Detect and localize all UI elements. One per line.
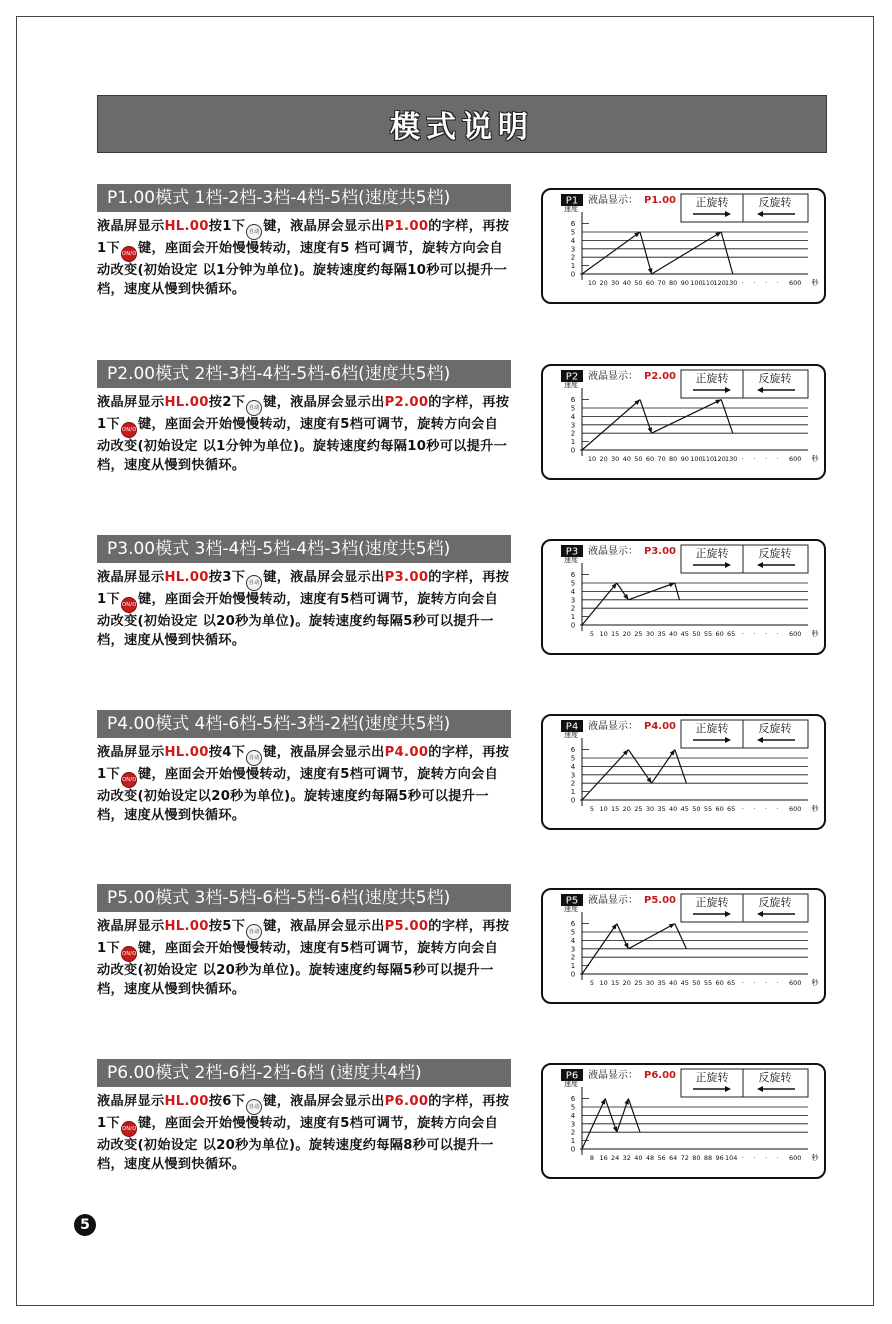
x-tick-label: 96 — [715, 1154, 724, 1162]
x-tick-label: 88 — [703, 1154, 713, 1162]
x-tick-label: 15 — [611, 630, 620, 638]
y-tick-label: 0 — [570, 270, 576, 279]
desc-text: 按1下 — [208, 219, 246, 234]
reverse-label: 反旋转 — [758, 547, 792, 560]
mode-tag-label: P5 — [565, 895, 579, 907]
desc-text: 的字样，再按1下 — [97, 1094, 510, 1131]
desc-text: 按5下 — [208, 919, 246, 934]
x-tick-label: 55 — [703, 630, 713, 638]
speed-arrowhead — [669, 583, 675, 587]
page-number: 5 — [74, 1214, 96, 1236]
y-tick-label: 6 — [570, 571, 576, 580]
y-tick-label: 4 — [570, 1111, 576, 1120]
x-tick-label: 10 — [599, 630, 608, 638]
desc-text: 键，液晶屏会显示出 — [263, 919, 385, 934]
mode-section-p3 — [0, 535, 892, 695]
x-tick-label: 65 — [727, 979, 736, 987]
x-tick-label: 5 — [589, 805, 595, 813]
mode-section-p4 — [0, 710, 892, 870]
x-tick-label: 80 — [669, 279, 678, 287]
x-tick-label: 25 — [634, 979, 643, 987]
x-tick-label: 50 — [634, 455, 643, 463]
x-tick-label: 60 — [715, 979, 724, 987]
desc-text: 按4下 — [208, 745, 246, 760]
x-tick-label: 64 — [669, 1154, 678, 1162]
desc-text: 液晶屏显示 — [97, 1094, 165, 1109]
auto-key-icon: 自动 — [246, 400, 262, 416]
x-tick-label: · — [741, 805, 744, 813]
x-tick-label: 100 — [690, 279, 703, 287]
desc-text: 按3下 — [208, 570, 246, 585]
desc-text: 键，座面会开始慢慢转动，速度有5档可调节，旋转方向会自动改变(初始设定以20秒为单位)。旋转速度约每隔5秒可以提升一档，速度从慢到快循环。 — [97, 767, 499, 823]
speed-line-segment — [582, 232, 640, 274]
x-tick-label: 5 — [589, 630, 595, 638]
speed-chart — [541, 364, 826, 480]
hl-code: HL.00 — [164, 919, 209, 934]
auto-key-icon: 自动 — [246, 1099, 262, 1115]
x-tick-label: 80 — [692, 1154, 701, 1162]
mode-section-p5 — [0, 884, 892, 1044]
x-tick-label: · — [753, 455, 756, 463]
x-unit-label: 秒 — [811, 455, 819, 463]
x-tick-label: 60 — [645, 279, 655, 287]
y-axis-label: 速度 — [564, 381, 578, 389]
speed-arrowhead — [613, 1126, 617, 1132]
x-tick-label: 56 — [657, 1154, 666, 1162]
lcd-code: P3.00 — [644, 546, 677, 557]
reverse-label: 反旋转 — [758, 722, 792, 735]
speed-line-segment — [675, 924, 687, 949]
forward-label: 正旋转 — [695, 722, 729, 735]
x-tick-label: 80 — [669, 455, 678, 463]
x-tick-label: · — [753, 1154, 756, 1162]
mode-header: P5.00模式 3档-5档-6档-5档-6档(速度共5档) — [97, 884, 511, 912]
reverse-label: 反旋转 — [758, 896, 792, 909]
x-tick-label: 130 — [724, 455, 738, 463]
y-tick-label: 3 — [570, 771, 576, 780]
x-tick-label: 72 — [680, 1154, 689, 1162]
forward-label: 正旋转 — [695, 896, 729, 909]
speed-chart — [541, 188, 826, 304]
reverse-label: 反旋转 — [758, 196, 792, 209]
x-tick-label: · — [741, 630, 744, 638]
x-tick-label: · — [764, 630, 768, 638]
x-tick-label: 10 — [587, 455, 597, 463]
x-tick-label: 50 — [692, 630, 701, 638]
y-tick-label: 5 — [570, 579, 576, 588]
mode-code: P1.00 — [384, 219, 429, 234]
x-tick-label: 10 — [599, 979, 608, 987]
x-tick-label: 50 — [692, 979, 701, 987]
y-tick-label: 6 — [570, 396, 576, 405]
x-tick-label: 10 — [599, 805, 608, 813]
lcd-code: P4.00 — [644, 721, 677, 732]
x-tick-label: · — [741, 979, 744, 987]
y-tick-label: 6 — [570, 920, 576, 929]
y-tick-label: 2 — [570, 604, 576, 613]
x-tick-label: 600 — [788, 455, 802, 463]
onoff-key-icon: ON/OFF — [121, 597, 137, 613]
mode-header: P6.00模式 2档-6档-2档-6档 (速度共4档) — [97, 1059, 511, 1087]
y-tick-label: 5 — [570, 928, 576, 937]
y-axis-label: 速度 — [564, 731, 578, 739]
y-tick-label: 5 — [570, 1103, 576, 1112]
lcd-code: P2.00 — [644, 371, 677, 382]
y-tick-label: 3 — [570, 421, 576, 430]
mode-header: P2.00模式 2档-3档-4档-5档-6档(速度共5档) — [97, 360, 511, 388]
x-tick-label: 32 — [622, 1154, 631, 1162]
y-tick-label: 0 — [570, 970, 576, 979]
x-tick-label: · — [741, 455, 744, 463]
y-tick-label: 1 — [570, 1137, 576, 1146]
mode-code: P4.00 — [384, 745, 429, 760]
mode-tag-label: P6 — [565, 1070, 579, 1082]
y-tick-label: 3 — [570, 596, 576, 605]
y-axis-label: 速度 — [564, 556, 578, 564]
speed-line-segment — [582, 583, 617, 625]
x-tick-label: 30 — [611, 279, 620, 287]
x-tick-label: 8 — [589, 1154, 595, 1162]
mode-code: P6.00 — [384, 1094, 429, 1109]
x-tick-label: 70 — [657, 455, 666, 463]
desc-text: 键，液晶屏会显示出 — [263, 1094, 385, 1109]
x-tick-label: 70 — [657, 279, 666, 287]
x-tick-label: 55 — [703, 979, 713, 987]
x-tick-label: 600 — [788, 279, 802, 287]
x-tick-label: 40 — [669, 979, 678, 987]
mode-description — [97, 569, 511, 650]
speed-arrowhead — [647, 777, 652, 783]
y-tick-label: 4 — [570, 936, 576, 945]
x-tick-label: · — [764, 1154, 768, 1162]
x-unit-label: 秒 — [811, 1154, 819, 1162]
onoff-key-icon: ON/OFF — [121, 246, 137, 262]
speed-line-segment — [628, 924, 674, 949]
x-tick-label: · — [776, 1154, 779, 1162]
speed-line-segment — [640, 232, 652, 274]
auto-key-icon: 自动 — [246, 924, 262, 940]
desc-text: 键，座面会开始慢慢转动，速度有5 档可调节，旋转方向会自动改变(初始设定 以1分钟为单位)。旋转速度约每隔10秒可以提升一档，速度从慢到快循环。 — [97, 241, 508, 297]
onoff-key-icon: ON/OFF — [121, 422, 137, 438]
x-tick-label: · — [741, 279, 744, 287]
y-tick-label: 4 — [570, 412, 576, 421]
x-tick-label: 45 — [680, 805, 689, 813]
hl-code: HL.00 — [164, 1094, 209, 1109]
y-tick-label: 2 — [570, 779, 576, 788]
x-tick-label: 30 — [645, 805, 655, 813]
onoff-key-icon: ON/OFF — [121, 946, 137, 962]
x-tick-label: 600 — [788, 805, 802, 813]
x-tick-label: · — [764, 979, 768, 987]
lcd-label: 液晶显示： — [588, 371, 638, 382]
mode-tag-label: P1 — [565, 195, 579, 207]
x-tick-label: 10 — [587, 279, 597, 287]
speed-chart — [541, 888, 826, 1004]
x-unit-label: 秒 — [811, 630, 819, 638]
desc-text: 液晶屏显示 — [97, 919, 165, 934]
x-tick-label: 600 — [788, 1154, 802, 1162]
page-title-bar — [97, 95, 827, 153]
x-tick-label: 110 — [701, 455, 715, 463]
x-tick-label: 60 — [645, 455, 655, 463]
x-tick-label: 5 — [589, 979, 595, 987]
x-unit-label: 秒 — [811, 805, 819, 813]
x-tick-label: · — [764, 279, 768, 287]
auto-key-icon: 自动 — [246, 224, 262, 240]
y-tick-label: 3 — [570, 945, 576, 954]
y-tick-label: 6 — [570, 220, 576, 229]
x-tick-label: · — [753, 630, 756, 638]
x-tick-label: · — [764, 805, 768, 813]
desc-text: 键，液晶屏会显示出 — [263, 570, 385, 585]
x-tick-label: 40 — [669, 630, 678, 638]
x-tick-label: 600 — [788, 630, 802, 638]
x-tick-label: 30 — [611, 455, 620, 463]
desc-text: 键，座面会开始慢慢转动，速度有5档可调节，旋转方向会自动改变(初始设定 以20秒为单位)。旋转速度约每隔5秒可以提升一档，速度从慢到快循环。 — [97, 592, 499, 648]
x-tick-label: · — [741, 1154, 744, 1162]
desc-text: 的字样，再按1下 — [97, 745, 510, 782]
y-tick-label: 2 — [570, 953, 576, 962]
x-tick-label: 45 — [680, 630, 689, 638]
x-tick-label: 40 — [669, 805, 678, 813]
x-tick-label: 130 — [724, 279, 738, 287]
speed-chart — [541, 539, 826, 655]
x-tick-label: · — [753, 279, 756, 287]
x-tick-label: 25 — [634, 630, 643, 638]
lcd-label: 液晶显示： — [588, 721, 638, 732]
y-tick-label: 1 — [570, 438, 576, 447]
x-tick-label: 65 — [727, 805, 736, 813]
y-tick-label: 1 — [570, 962, 576, 971]
x-tick-label: · — [776, 279, 779, 287]
x-tick-label: 60 — [715, 630, 724, 638]
desc-text: 键，液晶屏会显示出 — [263, 745, 385, 760]
x-tick-label: · — [776, 630, 779, 638]
x-tick-label: 20 — [599, 455, 608, 463]
x-tick-label: 50 — [634, 279, 643, 287]
desc-text: 键，座面会开始慢慢转动，速度有5档可调节，旋转方向会自动改变(初始设定 以20秒为单位)。旋转速度约每隔5秒可以提升一档，速度从慢到快循环。 — [97, 941, 499, 997]
mode-header: P1.00模式 1档-2档-3档-4档-5档(速度共5档) — [97, 184, 511, 212]
x-tick-label: 55 — [703, 805, 713, 813]
x-unit-label: 秒 — [811, 979, 819, 987]
y-axis-label: 速度 — [564, 905, 578, 913]
desc-text: 的字样，再按1下 — [97, 919, 510, 956]
desc-text: 液晶屏显示 — [97, 745, 165, 760]
mode-description — [97, 1093, 511, 1174]
speed-line-segment — [652, 232, 722, 274]
lcd-code: P5.00 — [644, 895, 677, 906]
speed-chart — [541, 714, 826, 830]
desc-text: 键，液晶屏会显示出 — [263, 395, 385, 410]
lcd-label: 液晶显示： — [588, 546, 638, 557]
desc-text: 的字样，再按1下 — [97, 570, 510, 607]
y-tick-label: 3 — [570, 1120, 576, 1129]
onoff-key-icon: ON/OFF — [121, 772, 137, 788]
auto-key-icon: 自动 — [246, 575, 262, 591]
onoff-key-icon: ON/OFF — [121, 1121, 137, 1137]
x-tick-label: 20 — [622, 979, 631, 987]
x-tick-label: 20 — [599, 279, 608, 287]
y-tick-label: 1 — [570, 613, 576, 622]
x-tick-label: 35 — [657, 805, 666, 813]
forward-label: 正旋转 — [695, 547, 729, 560]
desc-text: 键，液晶屏会显示出 — [263, 219, 385, 234]
hl-code: HL.00 — [164, 395, 209, 410]
mode-tag-label: P3 — [565, 546, 579, 558]
speed-line-segment — [721, 232, 733, 274]
speed-arrowhead — [634, 232, 640, 237]
y-tick-label: 3 — [570, 245, 576, 254]
y-tick-label: 5 — [570, 404, 576, 413]
hl-code: HL.00 — [164, 745, 209, 760]
x-tick-label: 110 — [701, 279, 715, 287]
mode-description — [97, 218, 511, 299]
y-tick-label: 6 — [570, 1095, 576, 1104]
desc-text: 键，座面会开始慢慢转动，速度有5档可调节，旋转方向会自动改变(初始设定 以1分钟为单位)。旋转速度约每隔10秒可以提升一档，速度从慢到快循环。 — [97, 417, 508, 473]
forward-label: 正旋转 — [695, 196, 729, 209]
lcd-code: P1.00 — [644, 195, 677, 206]
x-tick-label: 45 — [680, 979, 689, 987]
mode-code: P3.00 — [384, 570, 429, 585]
x-tick-label: 25 — [634, 805, 643, 813]
desc-text: 液晶屏显示 — [97, 395, 165, 410]
mode-header: P3.00模式 3档-4档-5档-4档-3档(速度共5档) — [97, 535, 511, 563]
mode-description — [97, 744, 511, 825]
y-tick-label: 2 — [570, 253, 576, 262]
x-tick-label: 24 — [611, 1154, 620, 1162]
forward-label: 正旋转 — [695, 372, 729, 385]
y-tick-label: 0 — [570, 446, 576, 455]
x-tick-label: 20 — [622, 805, 631, 813]
x-tick-label: 15 — [611, 979, 620, 987]
y-axis-label: 速度 — [564, 1080, 578, 1088]
y-tick-label: 4 — [570, 236, 576, 245]
speed-arrowhead — [612, 924, 617, 930]
mode-tag-label: P2 — [565, 371, 579, 383]
x-tick-label: · — [776, 455, 779, 463]
mode-section-p6 — [0, 1059, 892, 1219]
y-tick-label: 1 — [570, 262, 576, 271]
y-tick-label: 0 — [570, 796, 576, 805]
hl-code: HL.00 — [164, 570, 209, 585]
x-tick-label: 40 — [622, 455, 631, 463]
speed-arrowhead — [623, 594, 628, 600]
lcd-label: 液晶显示： — [588, 195, 638, 206]
x-tick-label: 48 — [645, 1154, 655, 1162]
x-tick-label: · — [764, 455, 768, 463]
y-tick-label: 2 — [570, 1128, 576, 1137]
x-tick-label: 100 — [690, 455, 703, 463]
desc-text: 按2下 — [208, 395, 246, 410]
y-tick-label: 5 — [570, 228, 576, 237]
hl-code: HL.00 — [164, 219, 209, 234]
x-tick-label: 40 — [634, 1154, 643, 1162]
x-tick-label: · — [753, 805, 756, 813]
lcd-code: P6.00 — [644, 1070, 677, 1081]
x-tick-label: · — [776, 979, 779, 987]
x-tick-label: 120 — [713, 455, 726, 463]
y-tick-label: 2 — [570, 429, 576, 438]
y-tick-label: 4 — [570, 762, 576, 771]
x-tick-label: 90 — [680, 455, 689, 463]
lcd-label: 液晶显示： — [588, 895, 638, 906]
speed-chart — [541, 1063, 826, 1179]
y-tick-label: 6 — [570, 746, 576, 755]
desc-text: 的字样，再按1下 — [97, 395, 510, 432]
mode-tag-label: P4 — [565, 721, 579, 733]
x-tick-label: 30 — [645, 630, 655, 638]
x-tick-label: 60 — [715, 805, 724, 813]
speed-arrowhead — [648, 427, 652, 433]
desc-text: 键，座面会开始慢慢转动，速度有5档可调节，旋转方向会自动改变(初始设定 以20秒为单位)。旋转速度约每隔8秒可以提升一档，速度从慢到快循环。 — [97, 1116, 499, 1172]
mode-section-p2 — [0, 360, 892, 520]
x-tick-label: 40 — [622, 279, 631, 287]
desc-text: 液晶屏显示 — [97, 570, 165, 585]
y-tick-label: 1 — [570, 788, 576, 797]
x-tick-label: 90 — [680, 279, 689, 287]
x-tick-label: 600 — [788, 979, 802, 987]
desc-text: 按6下 — [208, 1094, 246, 1109]
mode-section-p1 — [0, 184, 892, 344]
x-tick-label: 16 — [599, 1154, 608, 1162]
x-tick-label: · — [753, 979, 756, 987]
reverse-label: 反旋转 — [758, 372, 792, 385]
x-tick-label: 65 — [727, 630, 736, 638]
x-tick-label: 20 — [622, 630, 631, 638]
y-axis-label: 速度 — [564, 205, 578, 213]
x-tick-label: 35 — [657, 630, 666, 638]
mode-code: P2.00 — [384, 395, 429, 410]
reverse-label: 反旋转 — [758, 1071, 792, 1084]
lcd-label: 液晶显示： — [588, 1070, 638, 1081]
y-tick-label: 0 — [570, 1145, 576, 1154]
x-tick-label: 120 — [713, 279, 726, 287]
x-tick-label: 15 — [611, 805, 620, 813]
x-tick-label: 35 — [657, 979, 666, 987]
x-tick-label: 30 — [645, 979, 655, 987]
mode-code: P5.00 — [384, 919, 429, 934]
mode-description — [97, 394, 511, 475]
auto-key-icon: 自动 — [246, 750, 262, 766]
x-tick-label: 104 — [724, 1154, 738, 1162]
x-unit-label: 秒 — [811, 279, 819, 287]
page-title: 模式说明 — [390, 110, 534, 145]
mode-header: P4.00模式 4档-6档-5档-3档-2档(速度共5档) — [97, 710, 511, 738]
x-tick-label: 50 — [692, 805, 701, 813]
y-tick-label: 4 — [570, 587, 576, 596]
desc-text: 液晶屏显示 — [97, 219, 165, 234]
x-tick-label: · — [776, 805, 779, 813]
mode-description — [97, 918, 511, 999]
forward-label: 正旋转 — [695, 1071, 729, 1084]
speed-arrowhead — [624, 1099, 628, 1105]
y-tick-label: 0 — [570, 621, 576, 630]
speed-arrowhead — [670, 750, 675, 756]
y-tick-label: 5 — [570, 754, 576, 763]
desc-text: 的字样，再按1下 — [97, 219, 510, 256]
